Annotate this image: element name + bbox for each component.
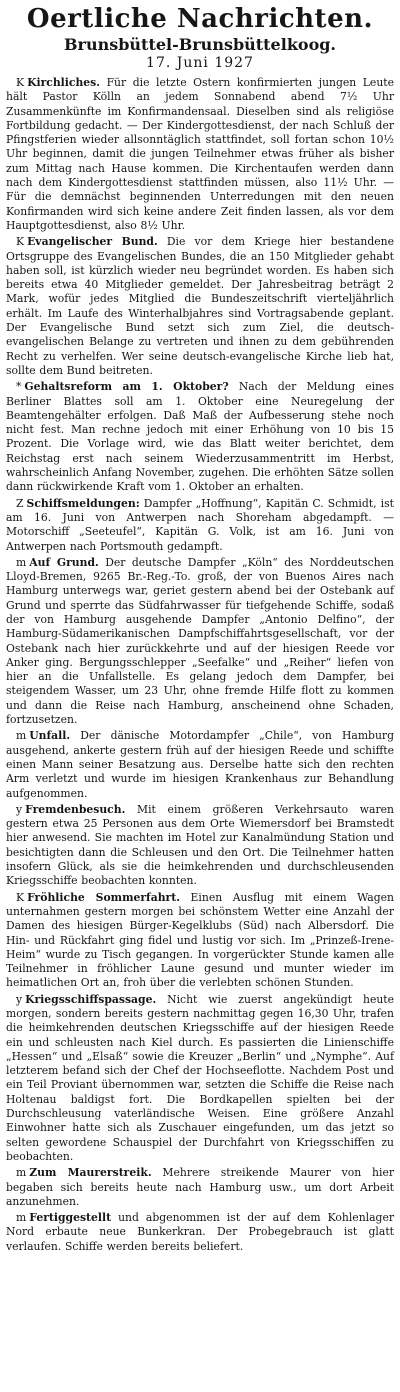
article-maurerstreik	[6, 1166, 394, 1209]
article-text: Nicht wie zuerst angekündigt heute morgen, sondern bereits gestern nachmittag gegen 16,30 Uhr, trafen die heimkehrenden deutschen Kriegsschiffe auf der hiesigen Reede ein und schleusten nach Kiel durch. Es passierten die Linienschiffe „Hessen“ und „Elsaß“ sowie die Kreuzer „Berlin“ und „Nymphe“. Auf letzterem befand sich der Chef der Hochseeflotte. Nachdem Post und ein Teil Proviant übernommen war, setzten die Schiffe die Reise nach Holtenau baldigst fort. Die Bordkapellen spielten bei der Durchschleusung vaterländische Weisen. Eine größere Anzahl Einwohner hatte sich als Zuschauer eingefunden, um das jetzt so selten gewordene Schauspiel der Durchfahrt von Kriegsschiffen zu beobachten.	[6, 992, 395, 1163]
correspondent-mark: K	[16, 890, 25, 904]
article-text: Der dänische Motordampfer „Chile“, von Hamburg ausgehend, ankerte gestern früh auf der hiesigen Reede und schiffte einen Mann seiner Besatzung aus. Derselbe hatte sich den rechten Arm verletzt und wurde im hiesigen Krankenhaus zur Behandlung aufgenommen.	[6, 729, 394, 800]
article-text: Die vor dem Kriege hier bestandene Ortsgruppe des Evangelischen Bundes, die an 150 Mitglieder gehabt haben soll, ist kürzlich wieder neu begründet worden. Es haben sich bereits etwa 40 Mitglieder gemeldet. Der Jahresbeitrag beträgt 2 Mark, wofür jedes Mitglied die Bundeszeitschrift vierteljährlich erhält. Im Laufe des Winterhalbjahres sind Vortragsabende geplant. Der Evangelische Bund setzt sich zum Ziel, die deutsch-evangelischen Belange zu vertreten und ihnen zu dem gebührenden Recht zu verhelfen. Wer seine deutsch-evangelische Kirche lieb hat, sollte dem Bund beitreten.	[6, 235, 394, 377]
article-heading: Fröhliche Sommerfahrt.	[27, 890, 180, 904]
masthead	[6, 4, 394, 72]
article-text: und abgenommen ist der auf dem Kohlenlager Nord erbaute neue Bunkerkran. Der Probegebrauch ist glatt verlaufen. Schiffe werden bereits beliefert.	[6, 1211, 395, 1253]
article-text: Der deutsche Dampfer „Köln“ des Norddeutschen Lloyd-Bremen, 9265 Br.-Reg.-To. groß, der von Buenos Aires nach Hamburg unterwegs war, geriet gestern abend bei der Ostebank auf Grund und sperrte das Südfahrwasser für tiefgehende Schiffe, sodaß der von Hamburg ausgehende Dampfer „Antonio Delfino“, der Hamburg-Südamerikanischen Dampfschiffahrtsgesellschaft, vor der Ostebank nach hier zurückkehrte und auf der hiesigen Reede vor Anker ging. Bergungsschlepper „Seefalke“ und „Reiher“ liefen von hier an die Unfallstelle. Es gelang jedoch dem Dampfer, bei steigendem Wasser, um 23 Uhr, ohne fremde Hilfe flott zu kommen und dann die Reise nach Hamburg, anscheinend ohne Schaden, fortzusetzen.	[6, 555, 394, 727]
article-fertiggestellt	[6, 1211, 394, 1254]
correspondent-mark: *	[16, 380, 22, 394]
article-list	[6, 76, 394, 1254]
issue-date: 17. Juni 1927	[146, 55, 254, 71]
correspondent-mark: y	[16, 802, 23, 816]
correspondent-mark: m	[16, 729, 27, 743]
article-text: Einen Ausflug mit einem Wagen unternahmen gestern morgen bei schönstem Wetter eine Anzahl der Damen des hiesigen Bürger-Kegelklubs (Süd) nach Albersdorf. Die Hin- und Rückfahrt ging fidel und lustig vor sich. Im „Prinzeß-Irene-Heim“ wurde zu Tisch gegangen. In vorgerückter Stunde kamen alle Teilnehmer in fröhlicher Laune gesund und munter wieder im heimatlichen Ort an, froh über die verlebten schönen Stunden.	[6, 890, 394, 990]
article-heading: Kirchliches.	[27, 76, 101, 89]
article-auf-grund	[6, 556, 394, 728]
article-schiffsmeldungen	[6, 497, 394, 554]
article-unfall	[6, 729, 394, 800]
article-text: Dampfer „Hoffnung“, Kapitän C. Schmidt, ist am 16. Juni von Antwerpen nach Shoreham abgedampft. — Motorschiff „Seeteufel“, Kapitän G. Volk, ist am 16. Juni von Antwerpen nach Portsmouth gedampft.	[6, 496, 394, 553]
correspondent-mark: m	[16, 1166, 27, 1180]
correspondent-mark: m	[16, 555, 27, 569]
article-text: Mit einem größeren Verkehrsauto waren gestern etwa 25 Personen aus dem Orte Wiemersdorf bei Bramstedt hier anwesend. Sie machten im Hotel zur Kanalmündung Station und besichtigten dann die Schleusen und den Ort. Die Teilnehmer hatten insofern Glück, als sie die heimkehrenden und durchschleusenden Kriegsschiffe beobachten konnten.	[6, 802, 394, 888]
article-heading: Evangelischer Bund.	[27, 235, 158, 249]
article-heading: Zum Maurerstreik.	[29, 1166, 152, 1180]
article-text: Mehrere streikende Maurer von hier begaben sich bereits heute nach Hamburg usw., um dort Arbeit anzunehmen.	[6, 1166, 394, 1208]
article-heading: Auf Grund.	[29, 555, 99, 569]
place-heading: Brunsbüttel-Brunsbüttelkoog.	[64, 35, 336, 54]
section-title: Oertliche Nachrichten.	[26, 4, 374, 34]
correspondent-mark: m	[16, 1211, 27, 1225]
correspondent-mark: Z	[16, 496, 24, 510]
article-kirchliches	[6, 76, 394, 233]
correspondent-mark: K	[16, 235, 25, 249]
article-heading: Fremdenbesuch.	[25, 802, 126, 816]
article-heading: Fertiggestellt	[29, 1211, 112, 1225]
article-heading: Schiffsmeldungen:	[26, 496, 140, 510]
article-text: Nach der Meldung eines Berliner Blattes soll am 1. Oktober eine Neuregelung der Beamtengehälter erfolgen. Daß Maß der Aufbesserung stehe noch nicht fest. Man rechne jedoch mit einer Erhöhung von 10 bis 15 Prozent. Die Vorlage wird, wie das Blatt weiter berichtet, dem Reichstag erst nach seinem Wiederzusammentritt im Herbst, wahrscheinlich Anfang November, zugehen. Die erhöhten Sätze sollen dann rückwirkende Kraft vom 1. Oktober an erhalten.	[6, 380, 394, 494]
article-evangelischer-bund	[6, 235, 394, 378]
article-fremdenbesuch	[6, 803, 394, 889]
article-gehaltsreform	[6, 380, 394, 494]
article-heading: Kriegsschiffspassage.	[25, 992, 157, 1006]
correspondent-mark: y	[16, 992, 23, 1006]
article-text: Für die letzte Ostern konfirmierten jungen Leute hält Pastor Kölln an jedem Sonnabend abend 7½ Uhr Zusammenkünfte im Konfirmandensaal. Dieselben sind als religiöse Fortbildung gedacht. — Der Kindergottesdienst, der nach Schluß der Pfingstferien wieder allsonntäglich stattfindet, soll fortan schon 10½ Uhr beginnen, damit die jungen Teilnehmer etwas früher als bisher zum Mittag nach Hause kommen. Die Kirchentaufen werden dann nach dem Kindergottesdienst stattfinden müssen, also 11½ Uhr. — Für die demnächst beginnenden Unterredungen mit den neuen Konfirmanden wird sich keine andere Zeit finden lassen, als vor dem Hauptgottesdienst, also 8½ Uhr.	[6, 76, 395, 232]
article-heading: Gehaltsreform am 1. Oktober?	[24, 380, 229, 394]
article-heading: Unfall.	[29, 729, 71, 743]
correspondent-mark: K	[16, 76, 25, 89]
article-sommerfahrt	[6, 891, 394, 991]
article-kriegsschiffspassage	[6, 993, 394, 1165]
